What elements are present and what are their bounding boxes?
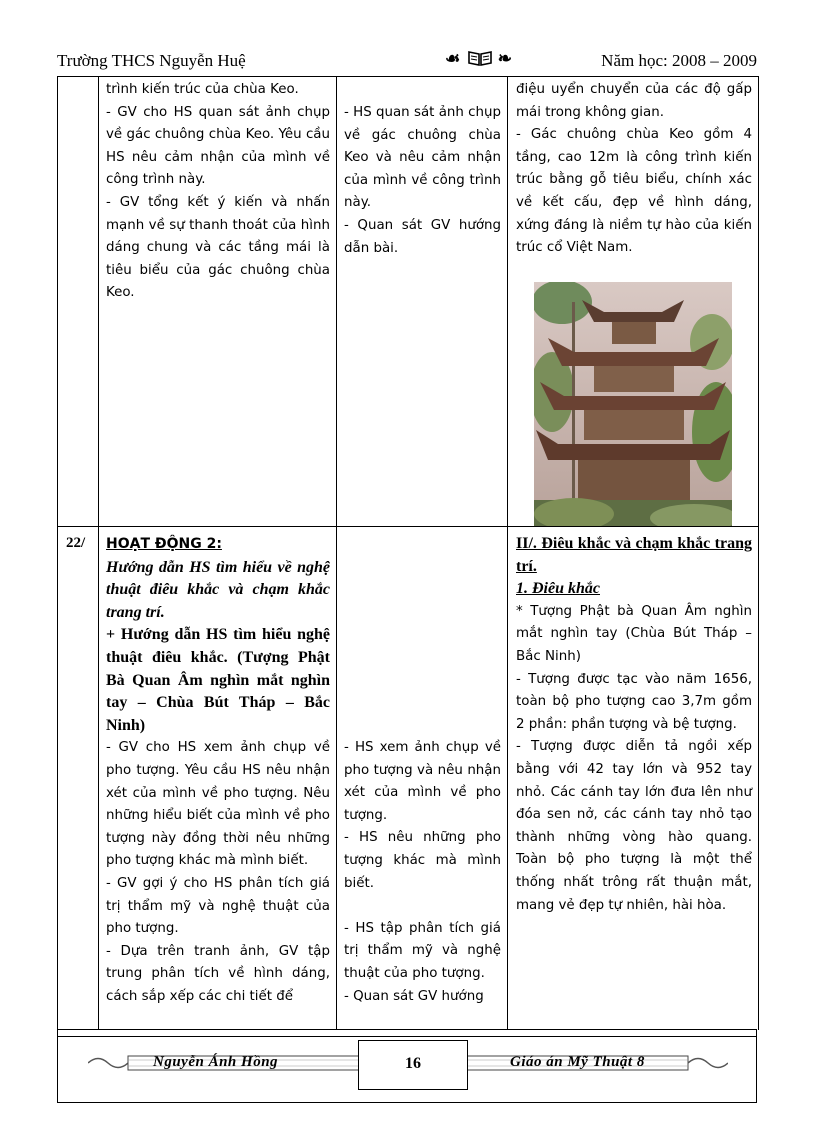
row1-teacher-text: trình kiến trúc của chùa Keo. [106, 82, 299, 97]
row1-content-cell [516, 79, 752, 260]
table-divider [336, 77, 337, 1030]
row-divider [58, 526, 758, 527]
ornament-right-icon: ❧ [497, 49, 513, 68]
sub-heading: + Hướng dẫn HS tìm hiểu nghệ thuật điêu khắc. (Tượng Phật Bà Quan Âm nghìn mắt nghìn tay – Chùa Bút Tháp – Bắc Ninh) [106, 626, 330, 734]
row2-teacher-cell [106, 533, 330, 1008]
row2-student-cell [344, 737, 501, 1008]
row2-student-text: - HS xem ảnh chụp về pho tượng và nêu nhận xét của mình về pho tượng. [344, 740, 501, 823]
section-title: II/. Điêu khắc và chạm khắc trang trí. [516, 535, 752, 575]
row2-student-text: - HS tập phân tích giá trị thẩm mỹ và nghệ thuật của pho tượng. [344, 920, 501, 981]
row1-student-cell [344, 102, 501, 260]
open-book-icon [467, 50, 493, 66]
subject-title: Giáo án Mỹ Thuật 8 [510, 1054, 645, 1070]
activity-heading: HOẠT ĐỘNG 2: [106, 536, 222, 552]
author-name: Nguyễn Ánh Hồng [153, 1054, 279, 1070]
row1-student-text: - HS quan sát ảnh chụp về gác chuông chùa Keo và nêu cảm nhận của mình về công trình này. [344, 105, 501, 211]
row1-teacher-text: - GV cho HS quan sát ảnh chụp về gác chuông chùa Keo. Yêu cầu HS nêu cảm nhận của mình về công trình này. [106, 104, 330, 188]
school-year: Năm học: 2008 – 2009 [601, 51, 757, 70]
table-divider [98, 77, 99, 1030]
row1-content-text: điệu uyển chuyển của các độ gấp mái trong không gian. [516, 82, 752, 120]
row2-teacher-text: - Dựa trên tranh ảnh, GV tập trung phân tích về hình dáng, cách sắp xếp các chi tiết để [106, 943, 330, 1004]
table-divider [507, 77, 508, 1030]
bell-tower-photo [534, 282, 732, 526]
row2-student-text: - HS nêu những pho tượng khác mà mình biết. [344, 830, 501, 891]
row2-content-text: * Tượng Phật bà Quan Âm nghìn mắt nghìn tay (Chùa Bút Tháp – Bắc Ninh) [516, 603, 752, 664]
header-ornament [445, 49, 513, 69]
row2-teacher-text: - GV cho HS xem ảnh chụp về pho tượng. Yêu cầu HS nêu nhận xét của mình về pho tượng. Nêu những hiểu biết của mình về pho tượng này đồng thời nêu những pho tượng khác mà mình biết. [106, 740, 330, 869]
activity-goal: Hướng dẫn HS tìm hiểu về nghệ thuật điêu khắc và chạm khắc trang trí. [106, 558, 330, 621]
pagoda-image [534, 282, 732, 526]
section-subtitle: 1. Điêu khắc [516, 580, 600, 598]
row1-student-text: - Quan sát GV hướng dẫn bài. [344, 217, 501, 256]
row1-teacher-cell [106, 79, 330, 305]
row2-teacher-text: - GV gợi ý cho HS phân tích giá trị thẩm mỹ và nghệ thuật của pho tượng. [106, 875, 330, 937]
page-number-box [358, 1040, 468, 1090]
row2-content-text: - Tượng được tạc vào năm 1656, toàn bộ pho tượng cao 3,7m gồm 2 phần: phần tượng và bệ tượng. [516, 671, 752, 732]
row2-content-cell [516, 533, 752, 917]
row2-student-text: - Quan sát GV hướng [344, 988, 484, 1004]
row1-teacher-text: - GV tổng kết ý kiến và nhấn mạnh về sự thanh thoát của hình dáng chung và các tầng mái là tiêu biểu của gác chuông chùa Keo. [106, 194, 330, 301]
row2-content-text: - Tượng được diễn tả ngồi xếp bằng với 42 tay lớn và 952 tay nhỏ. Các cánh tay lớn đưa lên như đóa sen nở, các cánh tay nhỏ tạo thành những vòng hào quang. Toàn bộ pho tượng là một thể thống nhất trông rất thuận mắt, mang vẻ đẹp tự nhiên, hài hòa. [516, 739, 752, 913]
school-name: Trường THCS Nguyễn Huệ [57, 51, 246, 70]
page-header [57, 49, 757, 75]
lesson-table [57, 76, 759, 1030]
time-label: 22/ [66, 535, 86, 551]
ornament-left-icon: ☙ [445, 49, 462, 68]
page-footer [57, 1029, 757, 1103]
row1-content-text: - Gác chuông chùa Keo gồm 4 tầng, cao 12m là công trình kiến trúc bằng gỗ tiêu biểu, chính xác về kết cấu, đẹp về hình dáng, xứng đáng là niềm tự hào của kiến trúc cổ Việt Nam. [516, 127, 752, 256]
page-number: 16 [405, 1055, 421, 1072]
